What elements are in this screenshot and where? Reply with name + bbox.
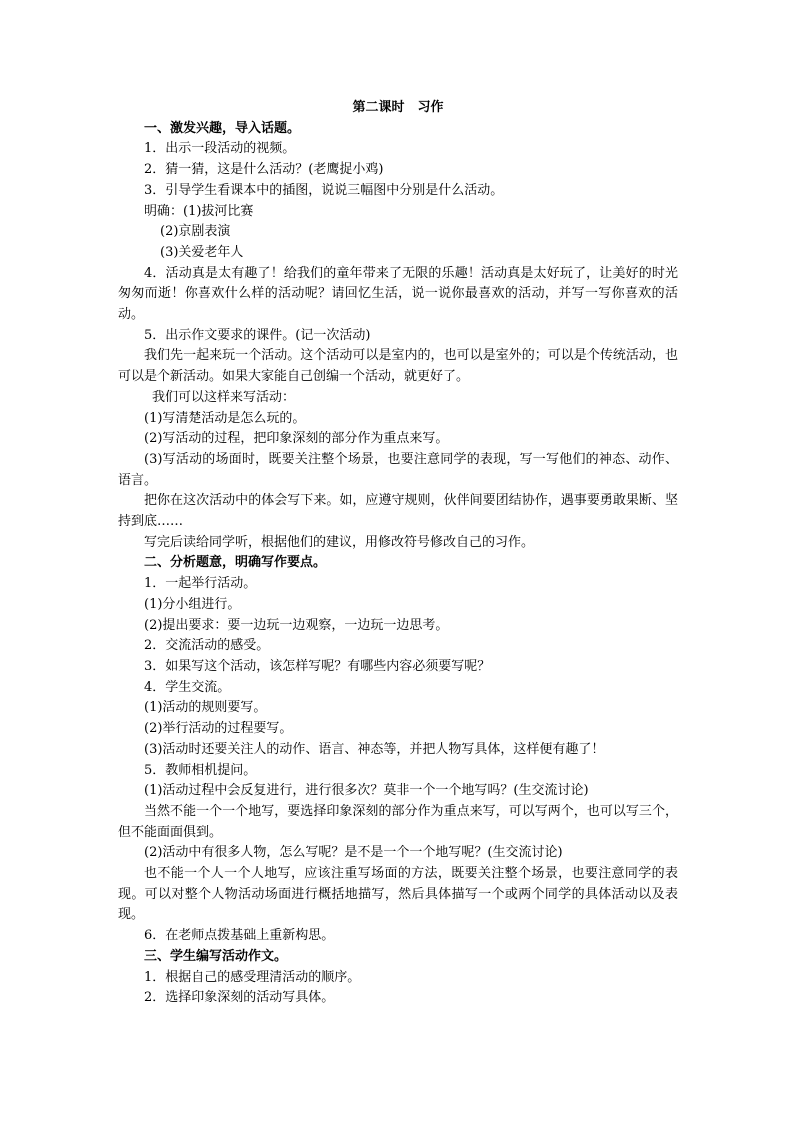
paragraph-line: (2)写活动的过程，把印象深刻的部分作为重点来写。	[144, 431, 449, 447]
paragraph-line: 我们可以这样来写活动：	[152, 389, 296, 405]
paragraph-line: (2)活动中有很多人物，怎么写呢？是不是一个一个地写呢？(生交流讨论)	[144, 845, 563, 861]
paragraph-line: 把你在这次活动中的体会写下来。如，应遵守规则，伙伴间要团结协作，遇事要勇敢果断、坚持到底……	[118, 493, 678, 530]
paragraph-line: 1．一起举行活动。	[144, 576, 257, 592]
paragraph-line: 6．在老师点拨基础上重新构思。	[144, 928, 335, 944]
paragraph-line: (3)写活动的场面时，既要关注整个场景，也要注意同学的表现，写一写他们的神态、动作、语言。	[118, 451, 678, 488]
paragraph-line: 2．交流活动的感受。	[144, 638, 270, 654]
paragraph-line: (1)写清楚活动是怎么玩的。	[144, 410, 306, 426]
paragraph-line: (1)分小组进行。	[144, 596, 241, 612]
paragraph-line: 一、激发兴趣，导入话题。	[144, 120, 301, 136]
paragraph-line: 二、分析题意，明确写作要点。	[144, 555, 327, 571]
paragraph-line: 写完后读给同学听，根据他们的建议，用修改符号修改自己的习作。	[144, 534, 535, 550]
paragraph-line: 明确：(1)拔河比赛	[144, 203, 254, 219]
paragraph-line: (2)京剧表演	[160, 224, 231, 240]
paragraph-line: (2)提出要求：要一边玩一边观察，一边玩一边思考。	[144, 617, 449, 633]
paragraph-line: (3)活动时还要关注人的动作、语言、神态等，并把人物写具体，这样便有趣了！	[144, 741, 605, 757]
lesson-title: 第二课时 习作	[352, 100, 444, 115]
paragraph-line: 5．出示作文要求的课件。(记一次活动)	[144, 327, 371, 343]
paragraph-line: 2．猜一猜，这是什么活动？(老鹰捉小鸡)	[144, 162, 384, 178]
paragraph-line: 三、学生编写活动作文。	[144, 948, 288, 964]
paragraph-line: 3．引导学生看课本中的插图，说说三幅图中分别是什么活动。	[144, 182, 504, 198]
paragraph-line: 当然不能一个一个地写，要选择印象深刻的部分作为重点来写，可以写两个，也可以写三个，但不能面面俱到。	[118, 803, 678, 840]
paragraph-line: 也不能一个人一个人地写，应该注重写场面的方法，既要关注整个场景，也要注意同学的表现。可以对整个人物活动场面进行概括地描写，然后具体描写一个或两个同学的具体活动以及表现。	[118, 866, 678, 923]
paragraph-line: 2．选择印象深刻的活动写具体。	[144, 990, 335, 1006]
paragraph-line: 1．根据自己的感受理清活动的顺序。	[144, 969, 361, 985]
paragraph-line: (1)活动的规则要写。	[144, 700, 267, 716]
paragraph-line: (1)活动过程中会反复进行，进行很多次？莫非一个一个地写吗？(生交流讨论)	[144, 783, 589, 799]
paragraph-line: 5．教师相机提问。	[144, 762, 257, 778]
paragraph-line: 3．如果写这个活动，该怎样写呢？有哪些内容必须要写呢？	[144, 658, 491, 674]
paragraph-line: 我们先一起来玩一个活动。这个活动可以是室内的，也可以是室外的；可以是个传统活动，也可以是个新活动。如果大家能自己创编一个活动，就更好了。	[118, 348, 678, 385]
document-body	[118, 119, 678, 1009]
document-page	[118, 98, 678, 1009]
paragraph-line: 1．出示一段活动的视频。	[144, 141, 296, 157]
paragraph-line: (3)关爱老年人	[160, 244, 244, 260]
paragraph-line: 4．活动真是太有趣了！给我们的童年带来了无限的乐趣！活动真是太好玩了，让美好的时光匆匆而逝！你喜欢什么样的活动呢？请回忆生活，说一说你最喜欢的活动，并写一写你喜欢的活动。	[118, 265, 678, 323]
paragraph-line: 4．学生交流。	[144, 679, 231, 695]
paragraph-line: (2)举行活动的过程要写。	[144, 721, 293, 737]
